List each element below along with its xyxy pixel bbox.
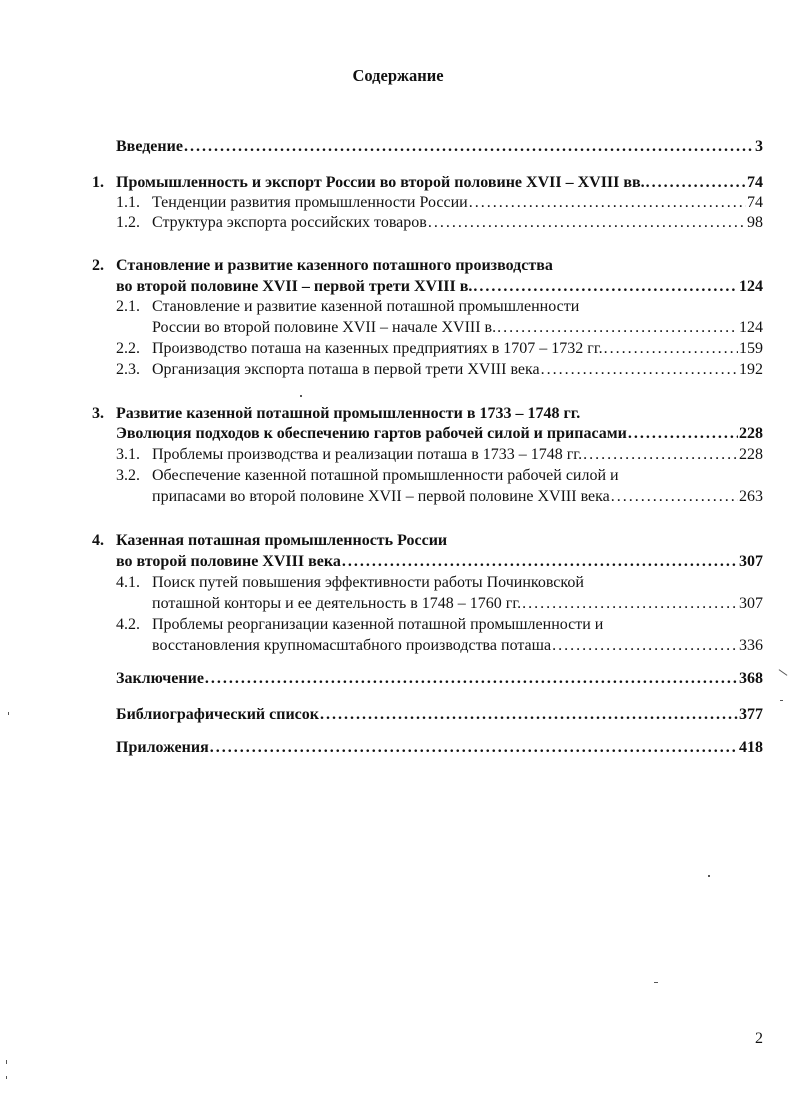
section-number: 3.2.	[116, 467, 140, 484]
scan-speck	[6, 1060, 7, 1064]
toc-label: Проблемы реорганизации казенной поташной промышленности и	[152, 616, 604, 633]
toc-label: Поиск путей повышения эффективности работы Починковской	[152, 574, 584, 591]
page-title: Содержание	[352, 66, 444, 85]
toc-label: во второй половине XVIII века	[116, 553, 341, 570]
toc-entry-2-3[interactable]	[116, 360, 763, 380]
toc-entry-conclusion[interactable]	[116, 669, 763, 689]
dot-leader	[611, 487, 738, 507]
dot-leader	[628, 424, 738, 444]
toc-page: 228	[739, 425, 763, 442]
dot-leader	[646, 173, 746, 193]
toc-entry-4-1-line1[interactable]	[116, 573, 763, 593]
toc-entry-chapter-2[interactable]	[116, 277, 763, 297]
dot-leader	[428, 213, 746, 233]
dot-leader	[497, 318, 738, 338]
toc-label: Развитие казенной поташной промышленности в 1733 – 1748 гг.	[116, 405, 581, 422]
toc-entry-2-2[interactable]	[116, 339, 763, 359]
toc-entry-bibliography[interactable]	[116, 705, 763, 725]
toc-entry-4-2-line1[interactable]	[116, 615, 763, 635]
scan-speck	[654, 982, 658, 983]
section-number: 2.1.	[116, 298, 140, 315]
toc-label: России во второй половине XVII – начале XVIII в.	[152, 319, 497, 336]
toc-entry-chapter-3-line1[interactable]	[92, 404, 763, 424]
toc-page: 336	[739, 637, 763, 654]
dot-leader	[469, 193, 746, 213]
toc-label: Эволюция подходов к обеспечению гартов рабочей силой и припасами	[116, 425, 627, 442]
toc-label: Промышленность и экспорт России во второй половине XVII – XVIII вв.	[116, 174, 645, 191]
dot-leader	[541, 360, 738, 380]
scan-speck	[779, 669, 788, 676]
dot-leader	[522, 594, 738, 614]
toc-entry-3-1[interactable]	[116, 445, 763, 465]
toc-page: 307	[739, 553, 763, 570]
section-number: 3.1.	[116, 446, 140, 463]
toc-label: Организация экспорта поташа в первой трети XVIII века	[152, 361, 540, 378]
toc-page: 74	[747, 174, 763, 191]
toc-page: 377	[739, 706, 763, 723]
section-number: 1.2.	[116, 214, 140, 231]
dot-leader	[552, 636, 738, 656]
toc-page: 159	[739, 340, 763, 357]
toc-entry-chapter-3[interactable]	[116, 424, 763, 444]
toc-label: припасами во второй половине XVII – первой половине XVIII века	[152, 488, 610, 505]
toc-entry-chapter-4-line1[interactable]	[92, 531, 763, 551]
section-number: 4.1.	[116, 574, 140, 591]
toc-label: Заключение	[116, 670, 204, 687]
scan-speck	[780, 700, 783, 701]
toc-page: 124	[739, 319, 763, 336]
chapter-number: 3.	[92, 405, 104, 422]
toc-label: Проблемы производства и реализации поташа в 1733 – 1748 гг.	[152, 446, 583, 463]
toc-label: Казенная поташная промышленность России	[116, 532, 448, 549]
toc-label: Становление и развитие казенного поташного производства	[116, 257, 553, 274]
toc-label: Тенденции развития промышленности России	[152, 194, 468, 211]
toc-entry-chapter-1[interactable]	[92, 173, 763, 193]
toc-entry-1-1[interactable]	[116, 193, 763, 213]
toc-entry-1-2[interactable]	[116, 213, 763, 233]
page-number: 2	[755, 1030, 763, 1047]
toc-entry-4-2[interactable]	[152, 636, 763, 656]
toc-page: 98	[747, 214, 763, 231]
dot-leader	[320, 705, 738, 725]
dot-leader	[342, 552, 738, 572]
toc-entry-chapter-4[interactable]	[116, 552, 763, 572]
section-number: 4.2.	[116, 616, 140, 633]
dot-leader	[210, 738, 738, 758]
toc-entry-intro[interactable]	[116, 137, 763, 157]
dot-leader	[583, 445, 738, 465]
toc-page: 418	[739, 739, 763, 756]
section-number: 2.2.	[116, 340, 140, 357]
toc-label: Обеспечение казенной поташной промышленности рабочей силой и	[152, 467, 619, 484]
toc-label: Становление и развитие казенной поташной промышленности	[152, 298, 580, 315]
toc-label: Приложения	[116, 739, 209, 756]
toc-entry-3-2-line1[interactable]	[116, 466, 763, 486]
toc-entry-appendices[interactable]	[116, 738, 763, 758]
section-number: 2.3.	[116, 361, 140, 378]
toc-label: Введение	[116, 138, 183, 155]
toc-page: 368	[739, 670, 763, 687]
toc-page: 3	[755, 138, 763, 155]
toc-page: 124	[739, 278, 763, 295]
toc-entry-chapter-2-line1[interactable]	[92, 256, 763, 276]
toc-page: 74	[747, 194, 763, 211]
toc-entry-2-1-line1[interactable]	[116, 297, 763, 317]
scan-speck	[8, 712, 9, 715]
toc-entry-4-1[interactable]	[152, 594, 763, 614]
section-number: 1.1.	[116, 194, 140, 211]
toc-page: 228	[739, 446, 763, 463]
toc-label: во второй половине XVII – первой трети XVIII в.	[116, 278, 473, 295]
toc-label: Библиографический список	[116, 706, 319, 723]
toc-entry-3-2[interactable]	[152, 487, 763, 507]
dot-leader	[473, 277, 738, 297]
dot-leader	[184, 137, 754, 157]
scan-speck	[6, 1076, 7, 1079]
dot-leader	[205, 669, 738, 689]
toc-label: поташной конторы и ее деятельность в 1748 – 1760 гг.	[152, 595, 522, 612]
scan-speck	[300, 395, 302, 397]
toc-page: 307	[739, 595, 763, 612]
toc-entry-2-1[interactable]	[152, 318, 763, 338]
toc-label: Производство поташа на казенных предприятиях в 1707 – 1732 гг.	[152, 340, 603, 357]
chapter-number: 4.	[92, 532, 104, 549]
chapter-number: 1.	[92, 174, 104, 191]
toc-page: 192	[739, 361, 763, 378]
scan-speck	[708, 875, 710, 877]
dot-leader	[604, 339, 738, 359]
chapter-number: 2.	[92, 257, 104, 274]
toc-label: восстановления крупномасштабного производства поташа	[152, 637, 552, 654]
toc-page: 263	[739, 488, 763, 505]
toc-label: Структура экспорта российских товаров	[152, 214, 427, 231]
